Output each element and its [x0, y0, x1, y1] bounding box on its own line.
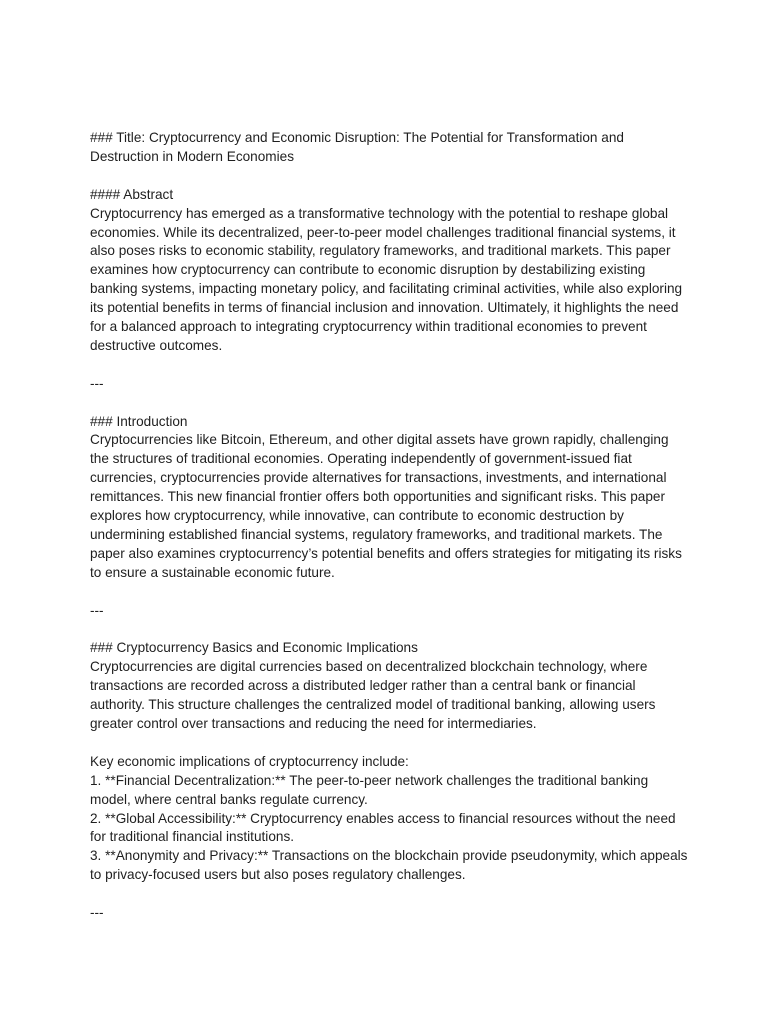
- introduction-paragraph: Cryptocurrencies like Bitcoin, Ethereum, and other digital assets have grown rapidly, challenging the structures of traditional economies. Operating independently of government-issued fiat currencies, cryptocurrencies provide alternatives for transactions, investments, and international remittances. This new financial frontier offers both opportunities and significant risks. This paper explores how cryptocurrency, while innovative, can contribute to economic destruction by undermining established financial systems, regulatory frameworks, and traditional markets. The paper also examines cryptocurrency’s potential benefits and offers strategies for mitigating its risks to ensure a sustainable economic future.: [90, 432, 686, 580]
- section-separator: ---: [90, 375, 104, 391]
- spacer: [90, 583, 690, 602]
- spacer: [90, 621, 690, 640]
- list-item: 3. **Anonymity and Privacy:** Transactions on the blockchain provide pseudonymity, which appeals to privacy-focused users but also poses regulatory challenges.: [90, 848, 692, 883]
- spacer: [90, 734, 690, 753]
- spacer: [90, 885, 690, 904]
- document-page: [90, 129, 690, 923]
- spacer: [90, 167, 690, 186]
- document-title: ### Title: Cryptocurrency and Economic Disruption: The Potential for Transformation and Destruction in Modern Economies: [90, 130, 628, 164]
- implications-intro: Key economic implications of cryptocurrency include:: [90, 753, 409, 769]
- spacer: [90, 394, 690, 413]
- section-separator: ---: [90, 905, 104, 921]
- introduction-heading: ### Introduction: [90, 413, 188, 429]
- basics-paragraph: Cryptocurrencies are digital currencies based on decentralized blockchain technology, where transactions are recorded across a distributed ledger rather than a central bank or financial authority. This structure challenges the centralized model of traditional banking, allowing users greater control over transactions and reducing the need for intermediaries.: [90, 659, 660, 732]
- list-item: 2. **Global Accessibility:** Cryptocurrency enables access to financial resources without the need for traditional financial institutions.: [90, 810, 680, 845]
- spacer: [90, 356, 690, 375]
- list-item: 1. **Financial Decentralization:** The peer-to-peer network challenges the traditional banking model, where central banks regulate currency.: [90, 772, 652, 807]
- section-separator: ---: [90, 602, 104, 618]
- abstract-heading: #### Abstract: [90, 186, 174, 202]
- basics-heading: ### Cryptocurrency Basics and Economic Implications: [90, 640, 418, 656]
- abstract-paragraph: Cryptocurrency has emerged as a transformative technology with the potential to reshape global economies. While its decentralized, peer-to-peer model challenges traditional financial systems, it also poses risks to economic stability, regulatory frameworks, and traditional markets. This paper examines how cryptocurrency can contribute to economic disruption by destabilizing existing banking systems, impacting monetary policy, and facilitating criminal activities, while also exploring its potential benefits in terms of financial inclusion and innovation. Ultimately, it highlights the need for a balanced approach to integrating cryptocurrency within traditional economies to prevent destructive outcomes.: [90, 205, 686, 353]
